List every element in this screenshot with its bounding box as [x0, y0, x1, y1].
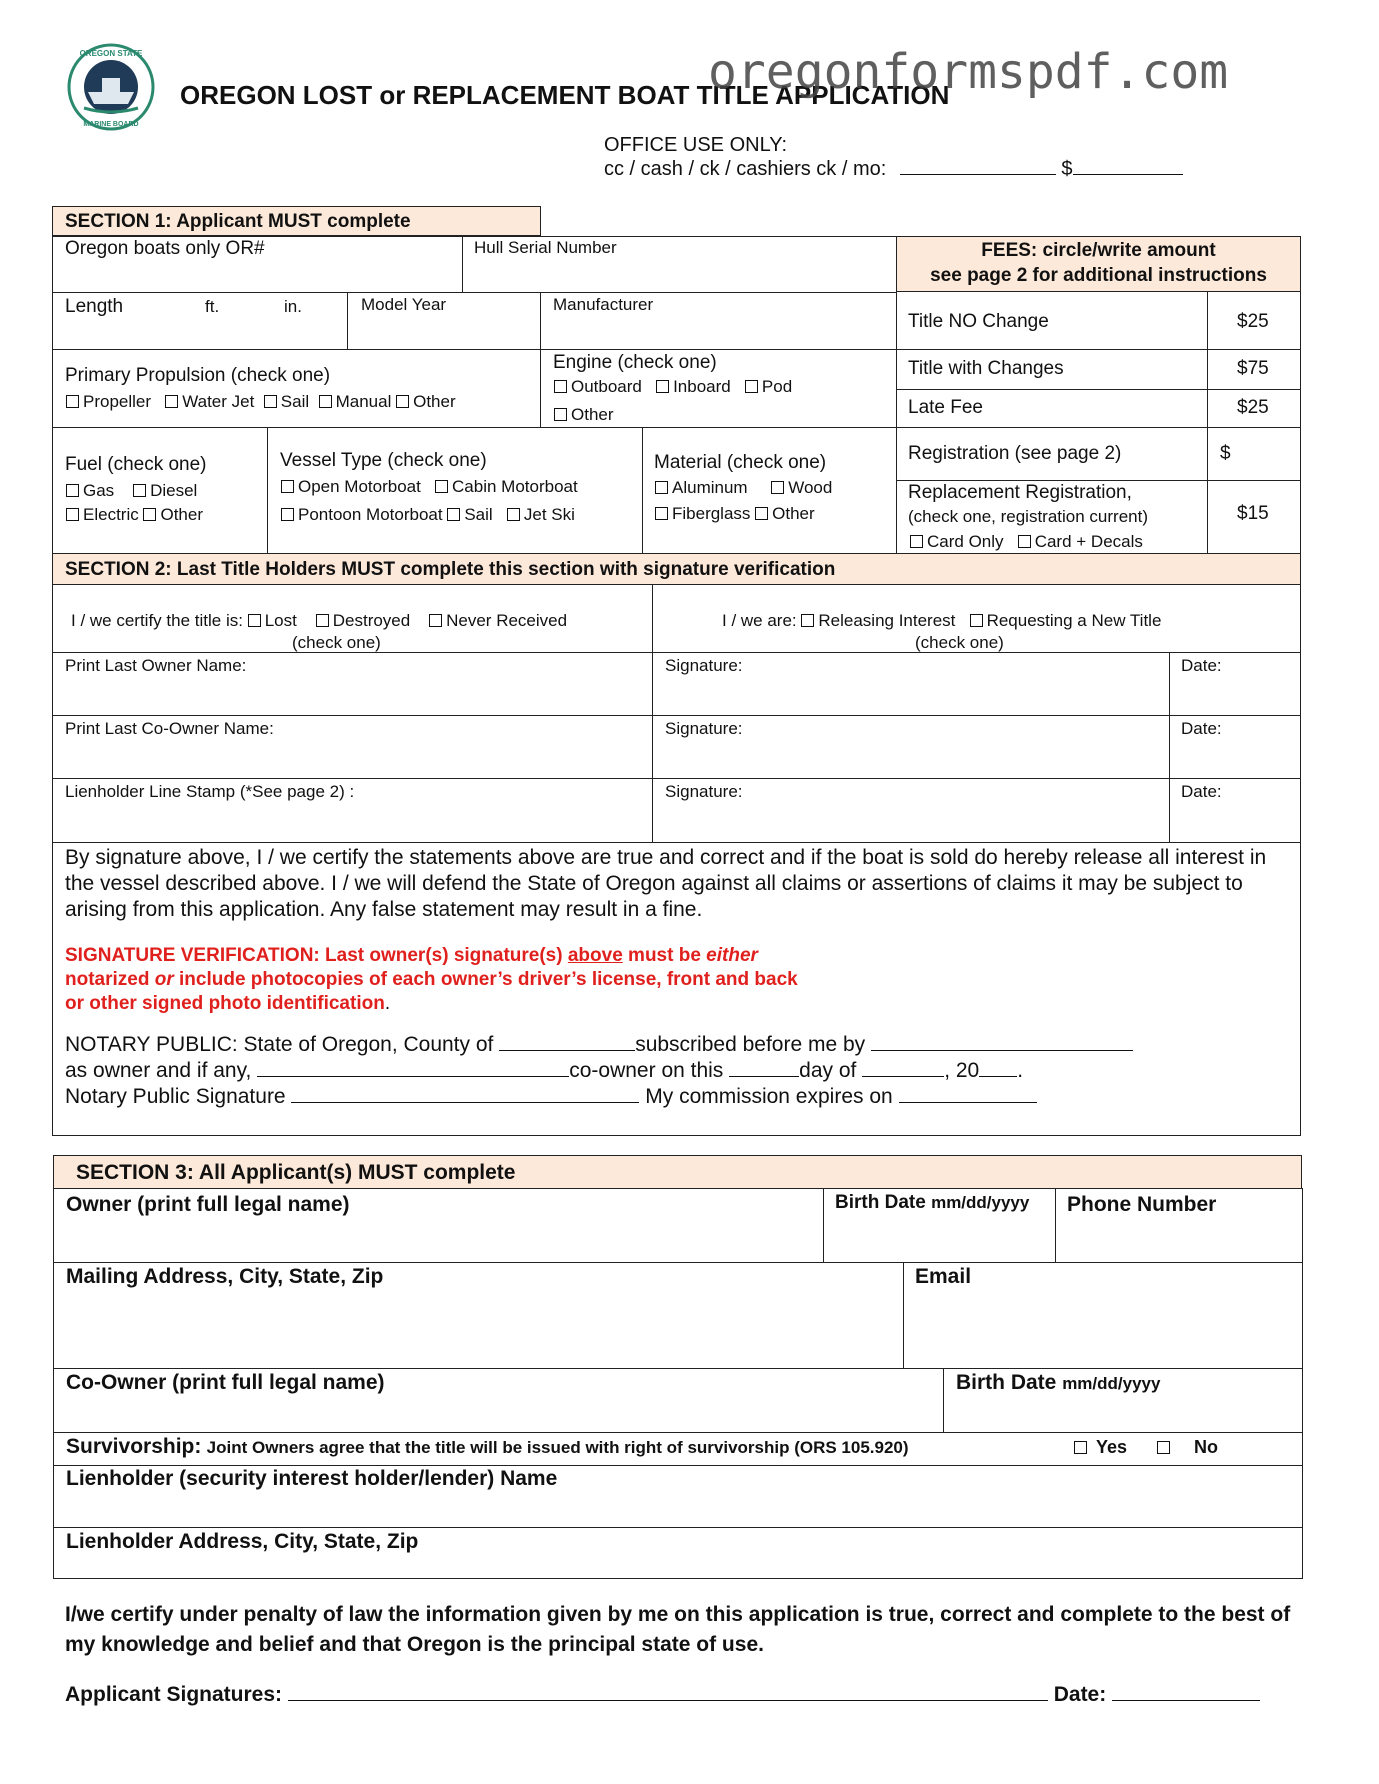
fuel-other[interactable]: Other [143, 505, 203, 524]
notary-block: NOTARY PUBLIC: State of Oregon, County of subscribed before me by as owner and if any, co-owner on this day of , 20 . Notary Public Signature My commission expires on [65, 1032, 1285, 1110]
notary-subscribed-by[interactable] [871, 1036, 1133, 1051]
fee-card-decals[interactable]: Card + Decals [1018, 532, 1143, 551]
fee-late-amount: $25 [1237, 397, 1269, 418]
propulsion-propeller[interactable]: Propeller [66, 392, 151, 411]
check-one-left: (check one) [292, 633, 381, 652]
length-in-label: in. [284, 297, 302, 316]
fee-title-no-change-amount: $25 [1237, 311, 1269, 332]
last-coowner-name-field[interactable]: Print Last Co-Owner Name: [65, 719, 274, 738]
coowner-name-field[interactable]: Co-Owner (print full legal name) [66, 1371, 385, 1394]
lienholder-stamp-field[interactable]: Lienholder Line Stamp (*See page 2) : [65, 782, 355, 801]
title-lost[interactable]: Lost [248, 611, 297, 630]
survivorship-no[interactable]: No [1157, 1437, 1218, 1458]
certification-statement: By signature above, I / we certify the statements above are true and correct and if the boat is sold do hereby release all interest in the vessel described above. I / we will defend the State of Oregon against all claims or assertions of claims it may be subject to arising from this application. Any false statement may result in a fine. [65, 846, 1267, 921]
vessel-options-2 [281, 505, 575, 525]
applicant-signature-line[interactable] [288, 1686, 1048, 1701]
notary-owner[interactable] [257, 1062, 569, 1077]
manufacturer-field[interactable]: Manufacturer [553, 295, 654, 314]
fuel-options-2 [66, 505, 203, 525]
office-use-label: OFFICE USE ONLY: [604, 134, 787, 156]
owner-name-field[interactable]: Owner (print full legal name) [66, 1193, 350, 1216]
vessel-type-label: Vessel Type (check one) [280, 450, 487, 471]
fee-registration[interactable]: Registration (see page 2) [908, 443, 1122, 464]
fee-title-changes-amount: $75 [1237, 358, 1269, 379]
notary-commission-expires[interactable] [899, 1088, 1037, 1103]
vessel-pontoon[interactable]: Pontoon Motorboat [281, 505, 443, 524]
hull-serial-field[interactable]: Hull Serial Number [474, 238, 617, 257]
fuel-diesel[interactable]: Diesel [133, 481, 197, 500]
material-aluminum[interactable]: Aluminum [655, 478, 748, 497]
vessel-cabin-motorboat[interactable]: Cabin Motorboat [435, 477, 578, 496]
material-other[interactable]: Other [755, 504, 815, 523]
fee-title-changes[interactable]: Title with Changes [908, 358, 1064, 379]
owner-birth-date-field[interactable]: Birth Date mm/dd/yyyy [835, 1192, 1030, 1213]
model-year-field[interactable]: Model Year [361, 295, 447, 314]
final-certification: I/we certify under penalty of law the information given by me on this application is true, correct and complete to the best of my knowledge and belief and that Oregon is the principal state of use. [65, 1603, 1291, 1656]
material-options-1 [655, 478, 832, 498]
vessel-open-motorboat[interactable]: Open Motorboat [281, 477, 421, 496]
fuel-gas[interactable]: Gas [66, 481, 114, 500]
title-destroyed[interactable]: Destroyed [316, 611, 410, 630]
or-number-field[interactable]: Oregon boats only OR# [65, 238, 265, 259]
engine-pod[interactable]: Pod [745, 377, 792, 396]
svg-text:OREGON STATE: OREGON STATE [79, 49, 143, 58]
requesting-new-title[interactable]: Requesting a New Title [970, 611, 1162, 630]
lienholder-name-field[interactable]: Lienholder (security interest holder/lender) Name [66, 1467, 558, 1490]
email-field[interactable]: Email [915, 1265, 972, 1288]
notary-signature[interactable] [291, 1088, 639, 1103]
marine-board-logo [66, 42, 156, 132]
length-field[interactable]: Length [65, 296, 124, 317]
fee-replacement-sub: (check one, registration current) [908, 507, 1148, 526]
lienholder-address-field[interactable]: Lienholder Address, City, State, Zip [66, 1530, 419, 1553]
office-payment-methods: cc / cash / ck / cashiers ck / mo: $ [604, 158, 1183, 181]
section3-header: SECTION 3: All Applicant(s) MUST complete [53, 1155, 1302, 1189]
survivorship-row: Survivorship: Joint Owners agree that the title will be issued with right of survivorship (ORS 105.920) [66, 1435, 909, 1458]
we-are-status: I / we are: Releasing Interest Requesting a New Title [722, 611, 1162, 630]
survivorship-yes[interactable]: Yes [1074, 1437, 1127, 1458]
engine-options [554, 377, 792, 397]
material-options-2 [655, 504, 815, 524]
signature-verification-note: SIGNATURE VERIFICATION: Last owner(s) signature(s) above must be either notarized or include photocopies of each owner’s driver’s license, front and back or other signed photo identification. [65, 945, 798, 1014]
propulsion-other[interactable]: Other [396, 392, 456, 411]
certify-title-status: I / we certify the title is: Lost Destroyed Never Received [71, 611, 568, 630]
fee-replacement-registration[interactable]: Replacement Registration, [908, 482, 1132, 503]
propulsion-sail[interactable]: Sail [264, 392, 309, 411]
fee-replacement-amount: $15 [1237, 503, 1269, 524]
fee-registration-amount[interactable]: $ [1220, 443, 1231, 464]
fee-title-no-change[interactable]: Title NO Change [908, 311, 1049, 332]
mailing-address-field[interactable]: Mailing Address, City, State, Zip [66, 1265, 384, 1288]
phone-number-field[interactable]: Phone Number [1067, 1193, 1217, 1216]
propulsion-label: Primary Propulsion (check one) [65, 365, 331, 386]
vessel-jet-ski[interactable]: Jet Ski [507, 505, 575, 524]
engine-outboard[interactable]: Outboard [554, 377, 642, 396]
propulsion-options [66, 392, 456, 412]
releasing-interest[interactable]: Releasing Interest [801, 611, 955, 630]
section2-header: SECTION 2: Last Title Holders MUST complete this section with signature verification [52, 553, 1301, 585]
fee-late[interactable]: Late Fee [908, 397, 983, 418]
applicant-date-line[interactable] [1112, 1686, 1260, 1701]
fuel-label: Fuel (check one) [65, 454, 207, 475]
material-wood[interactable]: Wood [771, 478, 832, 497]
watermark: oregonformspdf.com [708, 44, 1229, 100]
page-title: OREGON LOST or REPLACEMENT BOAT TITLE APPLICATION [180, 80, 950, 110]
applicant-signatures: Applicant Signatures: Date: [65, 1683, 1260, 1707]
engine-other[interactable]: Other [554, 405, 614, 425]
svg-text:MARINE BOARD: MARINE BOARD [83, 121, 139, 128]
last-owner-signature[interactable]: Signature: [665, 656, 743, 675]
notary-year[interactable] [979, 1062, 1017, 1077]
propulsion-water-jet[interactable]: Water Jet [165, 392, 254, 411]
fuel-options-1 [66, 481, 197, 501]
fee-card-only[interactable]: Card Only [910, 532, 1004, 551]
length-ft-label: ft. [205, 297, 220, 316]
title-never-received[interactable]: Never Received [429, 611, 567, 630]
section1-header: SECTION 1: Applicant MUST complete [52, 206, 541, 236]
coowner-birth-date-field[interactable]: Birth Date mm/dd/yyyy [956, 1371, 1161, 1394]
material-fiberglass[interactable]: Fiberglass [655, 504, 750, 523]
last-coowner-date[interactable]: Date: [1181, 719, 1222, 738]
material-label: Material (check one) [654, 452, 827, 473]
engine-label: Engine (check one) [553, 352, 717, 373]
fees-header: FEES: circle/write amount see page 2 for additional instructions [896, 236, 1301, 292]
notary-day[interactable] [729, 1062, 799, 1077]
notary-county[interactable] [499, 1036, 635, 1051]
lienholder-signature[interactable]: Signature: [665, 782, 743, 801]
last-owner-date[interactable]: Date: [1181, 656, 1222, 675]
fuel-electric[interactable]: Electric [66, 505, 139, 524]
vessel-options-1 [281, 477, 578, 497]
fee-replacement-options [910, 532, 1143, 552]
engine-inboard[interactable]: Inboard [656, 377, 731, 396]
propulsion-manual[interactable]: Manual [319, 392, 392, 411]
check-one-right: (check one) [915, 633, 1004, 652]
notary-month[interactable] [862, 1062, 944, 1077]
vessel-sail[interactable]: Sail [447, 505, 492, 524]
last-coowner-signature[interactable]: Signature: [665, 719, 743, 738]
lienholder-date[interactable]: Date: [1181, 782, 1222, 801]
last-owner-name-field[interactable]: Print Last Owner Name: [65, 656, 247, 675]
